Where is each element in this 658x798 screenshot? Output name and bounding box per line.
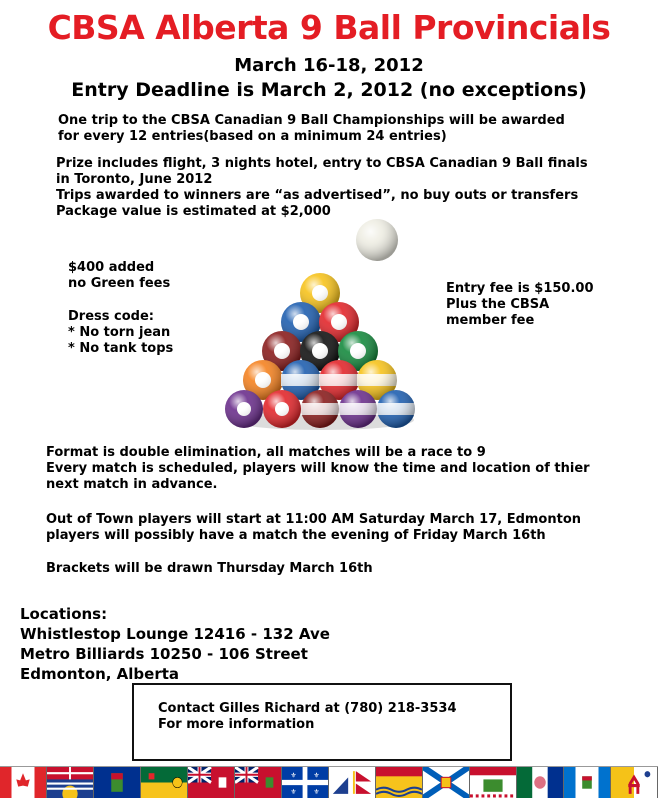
schedule-text: [46, 512, 581, 544]
pei-flag-icon: [470, 767, 517, 798]
contact-line: Contact Gilles Richard at (780) 218-3534: [158, 701, 457, 717]
prize-line: in Toronto, June 2012: [56, 172, 588, 188]
venue-metro-billiards: Metro Billiards 10250 - 106 Street: [20, 644, 330, 664]
svg-text:⚜: ⚜: [313, 788, 319, 796]
format-line: next match in advance.: [46, 477, 590, 493]
svg-text:⚜: ⚜: [290, 771, 296, 779]
dress-code: [68, 309, 173, 357]
dress-heading: Dress code:: [68, 309, 173, 325]
british-columbia-flag-icon: [47, 767, 94, 798]
new-brunswick-flag-icon: [376, 767, 423, 798]
schedule-line: players will possibly have a match the evening of Friday March 16th: [46, 528, 581, 544]
intro-text: [58, 113, 565, 145]
nova-scotia-flag-icon: [423, 767, 470, 798]
schedule-line: Out of Town players will start at 11:00 AM Saturday March 17, Edmonton: [46, 512, 581, 528]
entry-fee: [446, 281, 594, 329]
yukon-flag-icon: [517, 767, 564, 798]
brackets-text: Brackets will be drawn Thursday March 16th: [46, 561, 373, 577]
added-money: [68, 260, 170, 292]
entry-deadline: Entry Deadline is March 2, 2012 (no exceptions): [0, 79, 658, 101]
prize-line: Trips awarded to winners are “as advertised”, no buy outs or transfers: [56, 188, 588, 204]
cue-ball: [356, 219, 398, 261]
svg-text:⚜: ⚜: [313, 771, 319, 779]
event-dates: March 16-18, 2012: [0, 55, 658, 76]
nunavut-flag-icon: [611, 767, 658, 798]
added-line: no Green fees: [68, 276, 170, 292]
svg-text:⚜: ⚜: [290, 788, 296, 796]
venue-city: Edmonton, Alberta: [20, 664, 330, 684]
racked-balls: [225, 273, 415, 428]
format-text: [46, 445, 590, 493]
poster-title: CBSA Alberta 9 Ball Provincials: [0, 8, 658, 47]
locations-heading: Locations:: [20, 604, 330, 624]
contact-text: [158, 701, 457, 733]
fee-line: member fee: [446, 313, 594, 329]
contact-box: [132, 683, 512, 761]
dress-item: * No torn jean: [68, 325, 173, 341]
dress-item: * No tank tops: [68, 341, 173, 357]
ontario-flag-icon: [235, 767, 282, 798]
fee-line: Plus the CBSA: [446, 297, 594, 313]
newfoundland-flag-icon: [329, 767, 376, 798]
northwest-territories-flag-icon: [564, 767, 611, 798]
prize-text: [56, 156, 588, 220]
contact-line: For more information: [158, 717, 457, 733]
format-line: Format is double elimination, all matches will be a race to 9: [46, 445, 590, 461]
venue-whistlestop: Whistlestop Lounge 12416 - 132 Ave: [20, 624, 330, 644]
billiard-balls-image: [222, 216, 422, 432]
format-line: Every match is scheduled, players will know the time and location of thier: [46, 461, 590, 477]
locations-block: [20, 604, 330, 684]
added-line: $400 added: [68, 260, 170, 276]
quebec-flag-icon: [282, 767, 329, 798]
prize-line: Prize includes flight, 3 nights hotel, entry to CBSA Canadian 9 Ball finals: [56, 156, 588, 172]
canada-flag-icon: [0, 767, 47, 798]
saskatchewan-flag-icon: [141, 767, 188, 798]
prize-line: Package value is estimated at $2,000: [56, 204, 588, 220]
intro-line: One trip to the CBSA Canadian 9 Ball Championships will be awarded: [58, 113, 565, 129]
manitoba-flag-icon: [188, 767, 235, 798]
intro-line: for every 12 entries(based on a minimum 24 entries): [58, 129, 565, 145]
provincial-flags-strip: [0, 766, 658, 798]
fee-line: Entry fee is $150.00: [446, 281, 594, 297]
alberta-flag-icon: [94, 767, 141, 798]
